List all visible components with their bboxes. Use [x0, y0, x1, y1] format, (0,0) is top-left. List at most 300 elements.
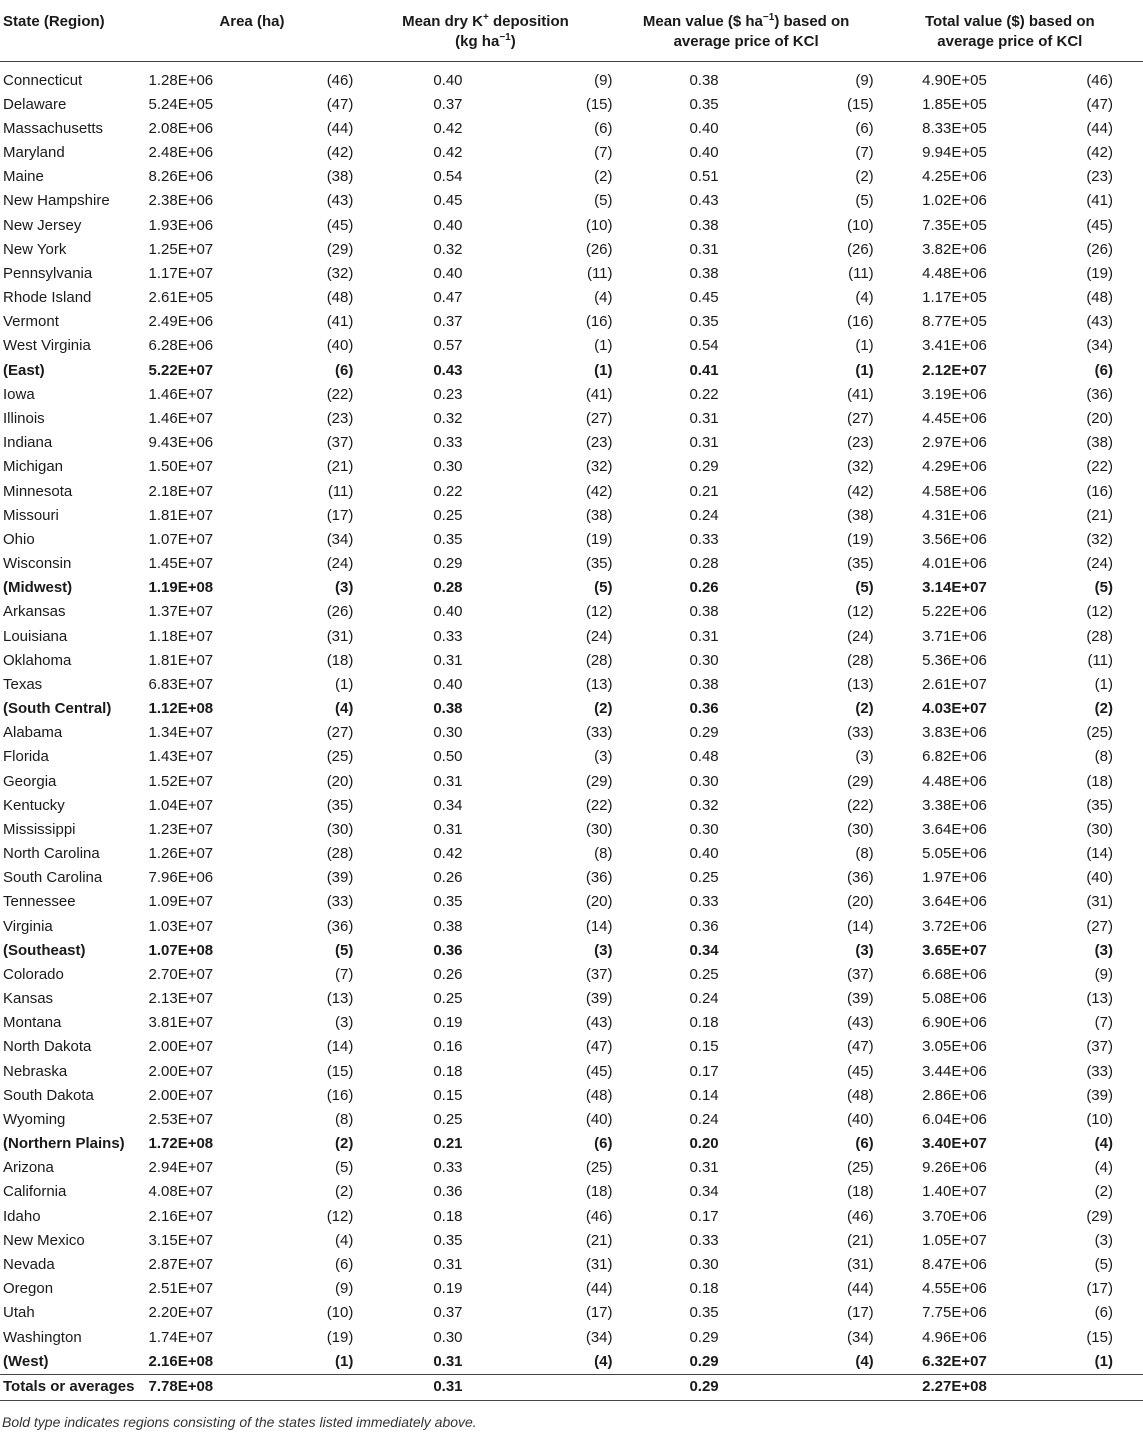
total-value: 4.48E+06	[922, 772, 987, 790]
mean-value: 0.54	[689, 337, 719, 355]
total-value: 7.35E+05	[922, 216, 987, 234]
area-value: 6.28E+06	[148, 337, 214, 355]
total-value-rank: (2)	[1094, 700, 1113, 718]
total-value: 3.65E+07	[922, 941, 987, 959]
mean-value: 0.18	[689, 1280, 719, 1298]
table-row	[0, 69, 1143, 93]
total-value-rank: (41)	[1086, 192, 1113, 210]
deposition-value: 0.26	[433, 965, 463, 983]
area-value: 2.38E+06	[148, 192, 214, 210]
mean-value-rank: (35)	[846, 555, 874, 573]
area-rank: (29)	[326, 240, 354, 258]
table-row	[0, 1060, 1143, 1084]
area-rank: (37)	[326, 434, 354, 452]
state-name: Michigan	[3, 458, 64, 476]
table-row	[0, 890, 1143, 914]
table-row	[0, 1156, 1143, 1180]
state-name: Massachusetts	[3, 119, 104, 137]
total-value-rank: (26)	[1086, 240, 1113, 258]
total-value-rank: (11)	[1087, 651, 1113, 669]
mean-value-rank: (20)	[846, 893, 874, 911]
total-value-rank: (1)	[1094, 1352, 1113, 1370]
deposition-value: 0.19	[433, 1014, 463, 1032]
state-name: Arkansas	[3, 603, 66, 621]
deposition-rank: (31)	[585, 1256, 613, 1273]
area-rank: (9)	[335, 1280, 354, 1298]
area-rank: (21)	[326, 458, 354, 476]
mean-value: 0.24	[689, 990, 719, 1008]
area-value: 5.22E+07	[148, 361, 214, 379]
area-rank: (12)	[326, 1207, 354, 1225]
area-value: 6.83E+07	[148, 675, 214, 693]
area-value: 1.17E+07	[148, 264, 214, 282]
state-name: Rhode Island	[3, 289, 92, 307]
mean-value-rank: (9)	[855, 71, 874, 89]
mean-value-rank: (22)	[846, 796, 874, 814]
deposition-value: 0.31	[433, 772, 463, 790]
total-value-rank: (4)	[1094, 1159, 1113, 1177]
mean-value: 0.31	[689, 409, 719, 427]
total-value: 4.90E+05	[922, 71, 987, 89]
area-value: 1.72E+08	[148, 1135, 214, 1153]
deposition-value: 0.29	[433, 555, 463, 573]
mean-value: 0.18	[689, 1014, 719, 1032]
table-row	[0, 721, 1143, 745]
mean-value: 0.36	[689, 700, 719, 718]
header-mean-value: Mean value ($ $ha^{-1}$) based on average price of KCl	[616, 3, 877, 61]
total-value: 3.40E+07	[922, 1135, 987, 1153]
area-rank: (34)	[326, 530, 354, 548]
area-rank: (6)	[335, 1256, 354, 1273]
deposition-value: 0.42	[433, 119, 463, 137]
region-row	[0, 939, 1143, 963]
mean-value-rank: (2)	[855, 168, 874, 186]
deposition-value: 0.25	[433, 506, 463, 524]
region-row	[0, 697, 1143, 721]
deposition-rank: (9)	[594, 71, 613, 89]
mean-value-rank: (8)	[855, 845, 874, 863]
state-name: North Dakota	[3, 1038, 92, 1056]
state-name: Arizona	[3, 1159, 54, 1177]
total-value-rank: (33)	[1086, 1062, 1113, 1080]
area-value: 3.15E+07	[148, 1231, 214, 1249]
area-rank: (41)	[326, 313, 354, 331]
state-name: Iowa	[3, 385, 35, 403]
deposition-value: 0.25	[433, 1110, 463, 1128]
area-rank: (40)	[326, 337, 354, 355]
deposition-value: 0.18	[433, 1207, 463, 1225]
mean-value-rank: (27)	[846, 409, 874, 427]
mean-value: 0.29	[689, 1352, 719, 1370]
deposition-rank: (3)	[594, 748, 613, 766]
mean-value: 0.17	[689, 1062, 719, 1080]
mean-value: 0.35	[689, 313, 719, 331]
area-value: 5.24E+05	[148, 95, 214, 113]
total-value: 3.70E+06	[922, 1207, 987, 1225]
total-value: 8.77E+05	[922, 313, 987, 331]
mean-value: 0.29	[689, 1328, 719, 1346]
table-row	[0, 842, 1143, 866]
total-value-rank: (9)	[1094, 965, 1113, 983]
area-rank: (13)	[326, 990, 354, 1008]
area-rank: (42)	[326, 144, 354, 162]
mean-value: 0.30	[689, 772, 719, 790]
deposition-rank: (48)	[585, 1086, 613, 1104]
deposition-rank: (4)	[594, 1352, 613, 1370]
mean-value-rank: (37)	[846, 965, 874, 983]
deposition-value: 0.40	[433, 216, 463, 234]
total-value: 6.68E+06	[922, 965, 987, 983]
deposition-rank: (3)	[594, 941, 613, 959]
deposition-rank: (40)	[585, 1110, 613, 1128]
total-value-rank: (19)	[1086, 264, 1113, 282]
mean-value-rank: (32)	[846, 458, 874, 476]
total-value-rank: (14)	[1086, 845, 1113, 863]
total-value: 3.83E+06	[922, 724, 987, 742]
deposition-rank: (18)	[585, 1183, 613, 1201]
state-name: Missouri	[3, 506, 59, 524]
table-row	[0, 1325, 1143, 1349]
total-value: 3.44E+06	[922, 1062, 987, 1080]
deposition-rank: (29)	[585, 772, 613, 790]
state-name: Indiana	[3, 434, 53, 452]
area-rank: (2)	[335, 1183, 354, 1201]
state-name: Tennessee	[3, 893, 76, 911]
area-rank: (15)	[326, 1062, 354, 1080]
state-name: North Carolina	[3, 845, 100, 863]
mean-value: 0.25	[689, 869, 719, 887]
mean-value: 0.31	[689, 1159, 719, 1177]
state-name: Maine	[3, 168, 44, 186]
state-name: Maryland	[3, 144, 65, 162]
area-value: 1.81E+07	[148, 651, 214, 669]
area-rank: (38)	[326, 168, 354, 186]
state-name: New Jersey	[3, 216, 82, 234]
total-value-rank: (21)	[1086, 506, 1113, 524]
area-value: 2.16E+07	[148, 1207, 214, 1225]
deposition-rank: (20)	[585, 893, 613, 911]
deposition-rank: (1)	[594, 337, 613, 355]
deposition-value: 0.32	[433, 240, 463, 258]
deposition-value: 0.42	[433, 144, 463, 162]
total-value-rank: (48)	[1086, 289, 1113, 307]
state-name: West Virginia	[3, 337, 91, 355]
area-value: 1.28E+06	[148, 71, 214, 89]
total-value-rank: (47)	[1086, 95, 1113, 113]
table-row	[0, 504, 1143, 528]
area-value: 1.12E+08	[148, 700, 214, 718]
table-header	[0, 3, 1143, 61]
total-value: 2.86E+06	[922, 1086, 987, 1104]
state-name: Kansas	[3, 990, 54, 1008]
deposition-rank: (5)	[594, 579, 613, 597]
total-value-rank: (4)	[1094, 1135, 1113, 1153]
mean-value-rank: (10)	[846, 216, 874, 234]
area-rank: (5)	[335, 1159, 354, 1177]
mean-value-rank: (16)	[846, 313, 874, 331]
area-value: 2.18E+07	[148, 482, 214, 500]
deposition-value: 0.22	[433, 482, 463, 500]
total-value: 4.31E+06	[922, 506, 987, 524]
table-row	[0, 310, 1143, 334]
table-row	[0, 528, 1143, 552]
mean-value-rank: (5)	[855, 579, 874, 597]
table-row	[0, 1035, 1143, 1059]
mean-value-rank: (23)	[846, 434, 874, 452]
mean-value-rank: (2)	[855, 700, 874, 718]
deposition-value: 0.30	[433, 724, 463, 742]
deposition-value: 0.38	[433, 917, 463, 935]
total-value-rank: (8)	[1094, 748, 1113, 766]
total-value-rank: (35)	[1086, 796, 1113, 814]
mean-value-rank: (1)	[855, 337, 874, 355]
area-value: 8.26E+06	[148, 168, 214, 186]
area-value: 1.34E+07	[148, 724, 214, 742]
area-value: 2.00E+07	[148, 1038, 214, 1056]
area-value: 1.93E+06	[148, 216, 214, 234]
total-value-rank: (42)	[1086, 144, 1113, 162]
state-name: Minnesota	[3, 482, 73, 500]
state-name: Montana	[3, 1014, 62, 1032]
total-value: 1.85E+05	[922, 95, 987, 113]
state-name: South Carolina	[3, 869, 103, 887]
mean-value: 0.33	[689, 530, 719, 548]
total-value-rank: (18)	[1086, 772, 1113, 790]
mean-value-rank: (40)	[846, 1110, 874, 1128]
state-name: (Southeast)	[3, 941, 86, 959]
area-rank: (45)	[326, 216, 354, 234]
totals-row	[0, 1374, 1143, 1400]
total-value-rank: (16)	[1086, 482, 1113, 500]
state-name: Ohio	[3, 530, 35, 548]
deposition-rank: (27)	[585, 409, 613, 427]
total-value: 4.96E+06	[922, 1328, 987, 1346]
total-value: 3.64E+06	[922, 820, 987, 838]
total-value: 3.64E+06	[922, 893, 987, 911]
mean-value-rank: (6)	[855, 119, 874, 137]
table-row	[0, 649, 1143, 673]
area-value: 1.25E+07	[148, 240, 214, 258]
table-row	[0, 141, 1143, 165]
area-value: 1.37E+07	[148, 603, 214, 621]
total-value: 6.82E+06	[922, 748, 987, 766]
table-body	[0, 61, 1143, 1374]
mean-value-rank: (38)	[846, 506, 874, 524]
state-name: Utah	[3, 1304, 35, 1322]
mean-value: 0.30	[689, 651, 719, 669]
mean-value-rank: (12)	[846, 603, 874, 621]
table-row	[0, 189, 1143, 213]
region-row	[0, 359, 1143, 383]
state-name: Mississippi	[3, 820, 76, 838]
mean-value: 0.31	[689, 627, 719, 645]
deposition-table	[0, 3, 1143, 1401]
deposition-rank: (26)	[585, 240, 613, 258]
state-name: Texas	[3, 675, 43, 693]
state-name: New Mexico	[3, 1231, 85, 1249]
area-rank: (36)	[326, 917, 354, 935]
deposition-rank: (2)	[594, 168, 613, 186]
total-value: 2.97E+06	[922, 434, 987, 452]
total-value: 8.33E+05	[922, 119, 987, 137]
area-rank: (48)	[326, 289, 354, 307]
area-value: 1.81E+07	[148, 506, 214, 524]
mean-value-rank: (11)	[848, 264, 874, 282]
mean-value: 0.38	[689, 675, 719, 693]
state-name: Connecticut	[3, 71, 83, 89]
deposition-rank: (45)	[585, 1062, 613, 1080]
area-value: 1.07E+08	[148, 941, 214, 959]
table-row	[0, 455, 1143, 479]
deposition-value: 0.33	[433, 627, 463, 645]
deposition-rank: (2)	[594, 700, 613, 718]
total-value-rank: (44)	[1086, 119, 1113, 137]
mean-value: 0.30	[689, 820, 719, 838]
total-value: 3.14E+07	[922, 579, 987, 597]
total-value: 6.32E+07	[922, 1352, 987, 1370]
area-rank: (28)	[326, 845, 354, 863]
state-name: Pennsylvania	[3, 264, 93, 282]
deposition-rank: (32)	[585, 458, 613, 476]
area-rank: (11)	[327, 482, 354, 500]
deposition-rank: (41)	[585, 385, 613, 403]
deposition-rank: (14)	[585, 917, 613, 935]
header-total-value: Total value ($) based on average price of KCl	[877, 3, 1143, 61]
mean-value-rank: (5)	[855, 192, 874, 210]
mean-value-rank: (13)	[846, 675, 874, 693]
area-rank: (4)	[335, 1231, 354, 1249]
mean-value: 0.38	[689, 71, 719, 89]
deposition-value: 0.30	[433, 458, 463, 476]
mean-value: 0.33	[689, 893, 719, 911]
total-value-rank: (13)	[1086, 990, 1113, 1008]
area-rank: (27)	[326, 724, 354, 742]
mean-value: 0.34	[689, 941, 719, 959]
region-row	[0, 1132, 1143, 1156]
table-row	[0, 407, 1143, 431]
deposition-value: 0.30	[433, 1328, 463, 1346]
deposition-rank: (17)	[585, 1304, 613, 1322]
total-value-rank: (6)	[1094, 1304, 1113, 1322]
deposition-rank: (21)	[585, 1231, 613, 1249]
deposition-rank: (37)	[585, 965, 613, 983]
total-value-rank: (34)	[1086, 337, 1113, 355]
total-value-rank: (7)	[1094, 1014, 1113, 1032]
table-row	[0, 431, 1143, 455]
mean-value: 0.20	[689, 1135, 719, 1153]
total-value-rank: (43)	[1086, 313, 1113, 331]
region-row	[0, 1350, 1143, 1375]
area-value: 2.61E+05	[148, 289, 214, 307]
area-value: 1.50E+07	[148, 458, 214, 476]
deposition-rank: (13)	[585, 675, 613, 693]
mean-value-rank: (4)	[855, 1352, 874, 1370]
deposition-value: 0.36	[433, 941, 463, 959]
deposition-value: 0.33	[433, 434, 463, 452]
deposition-value: 0.43	[433, 361, 463, 379]
table-row	[0, 117, 1143, 141]
state-name: Virginia	[3, 917, 53, 935]
deposition-value: 0.35	[433, 893, 463, 911]
area-rank: (1)	[335, 1352, 354, 1370]
totals-deposition: 0.31	[355, 1374, 488, 1400]
table-row	[0, 262, 1143, 286]
deposition-rank: (10)	[585, 216, 613, 234]
state-name: Georgia	[3, 772, 57, 790]
deposition-value: 0.38	[433, 700, 463, 718]
area-value: 1.26E+07	[148, 845, 214, 863]
table-row	[0, 1011, 1143, 1035]
table-row	[0, 334, 1143, 358]
deposition-value: 0.19	[433, 1280, 463, 1298]
deposition-value: 0.34	[433, 796, 463, 814]
area-rank: (32)	[326, 264, 354, 282]
deposition-value: 0.25	[433, 990, 463, 1008]
total-value: 6.04E+06	[922, 1110, 987, 1128]
total-value: 4.48E+06	[922, 264, 987, 282]
area-value: 2.70E+07	[148, 965, 214, 983]
total-value: 1.17E+05	[922, 289, 987, 307]
mean-value-rank: (26)	[846, 240, 874, 258]
deposition-value: 0.40	[433, 71, 463, 89]
deposition-rank: (6)	[594, 1135, 613, 1153]
deposition-value: 0.31	[433, 820, 463, 838]
deposition-value: 0.16	[433, 1038, 463, 1056]
area-rank: (1)	[335, 675, 354, 693]
deposition-rank: (43)	[585, 1014, 613, 1032]
mean-value: 0.51	[689, 168, 719, 186]
mean-value: 0.40	[689, 845, 719, 863]
mean-value: 0.21	[689, 482, 719, 500]
state-name: Idaho	[3, 1207, 41, 1225]
state-name: Nebraska	[3, 1062, 68, 1080]
mean-value: 0.38	[689, 216, 719, 234]
mean-value-rank: (48)	[846, 1086, 874, 1104]
table-row	[0, 214, 1143, 238]
state-name: Wyoming	[3, 1110, 66, 1128]
area-value: 2.20E+07	[148, 1304, 214, 1322]
total-value-rank: (2)	[1094, 1183, 1113, 1201]
deposition-rank: (6)	[594, 119, 613, 137]
table-row	[0, 479, 1143, 503]
mean-value: 0.28	[689, 555, 719, 573]
table-row	[0, 165, 1143, 189]
state-name: Oregon	[3, 1280, 54, 1298]
total-value: 3.41E+06	[922, 337, 987, 355]
total-value-rank: (32)	[1086, 530, 1113, 548]
mean-value-rank: (41)	[846, 385, 874, 403]
deposition-value: 0.50	[433, 748, 463, 766]
deposition-rank: (5)	[594, 192, 613, 210]
total-value: 3.56E+06	[922, 530, 987, 548]
table-row	[0, 673, 1143, 697]
mean-value-rank: (42)	[846, 482, 874, 500]
deposition-rank: (42)	[585, 482, 613, 500]
total-value: 1.97E+06	[922, 869, 987, 887]
mean-value-rank: (28)	[846, 651, 874, 669]
mean-value-rank: (33)	[846, 724, 874, 742]
mean-value-rank: (1)	[855, 361, 874, 379]
deposition-rank: (12)	[585, 603, 613, 621]
mean-value-rank: (34)	[846, 1328, 874, 1346]
table-row	[0, 1229, 1143, 1253]
deposition-rank: (33)	[585, 724, 613, 742]
mean-value: 0.31	[689, 240, 719, 258]
total-value: 4.58E+06	[922, 482, 987, 500]
state-name: Colorado	[3, 965, 64, 983]
deposition-value: 0.18	[433, 1062, 463, 1080]
area-rank: (31)	[326, 627, 354, 645]
